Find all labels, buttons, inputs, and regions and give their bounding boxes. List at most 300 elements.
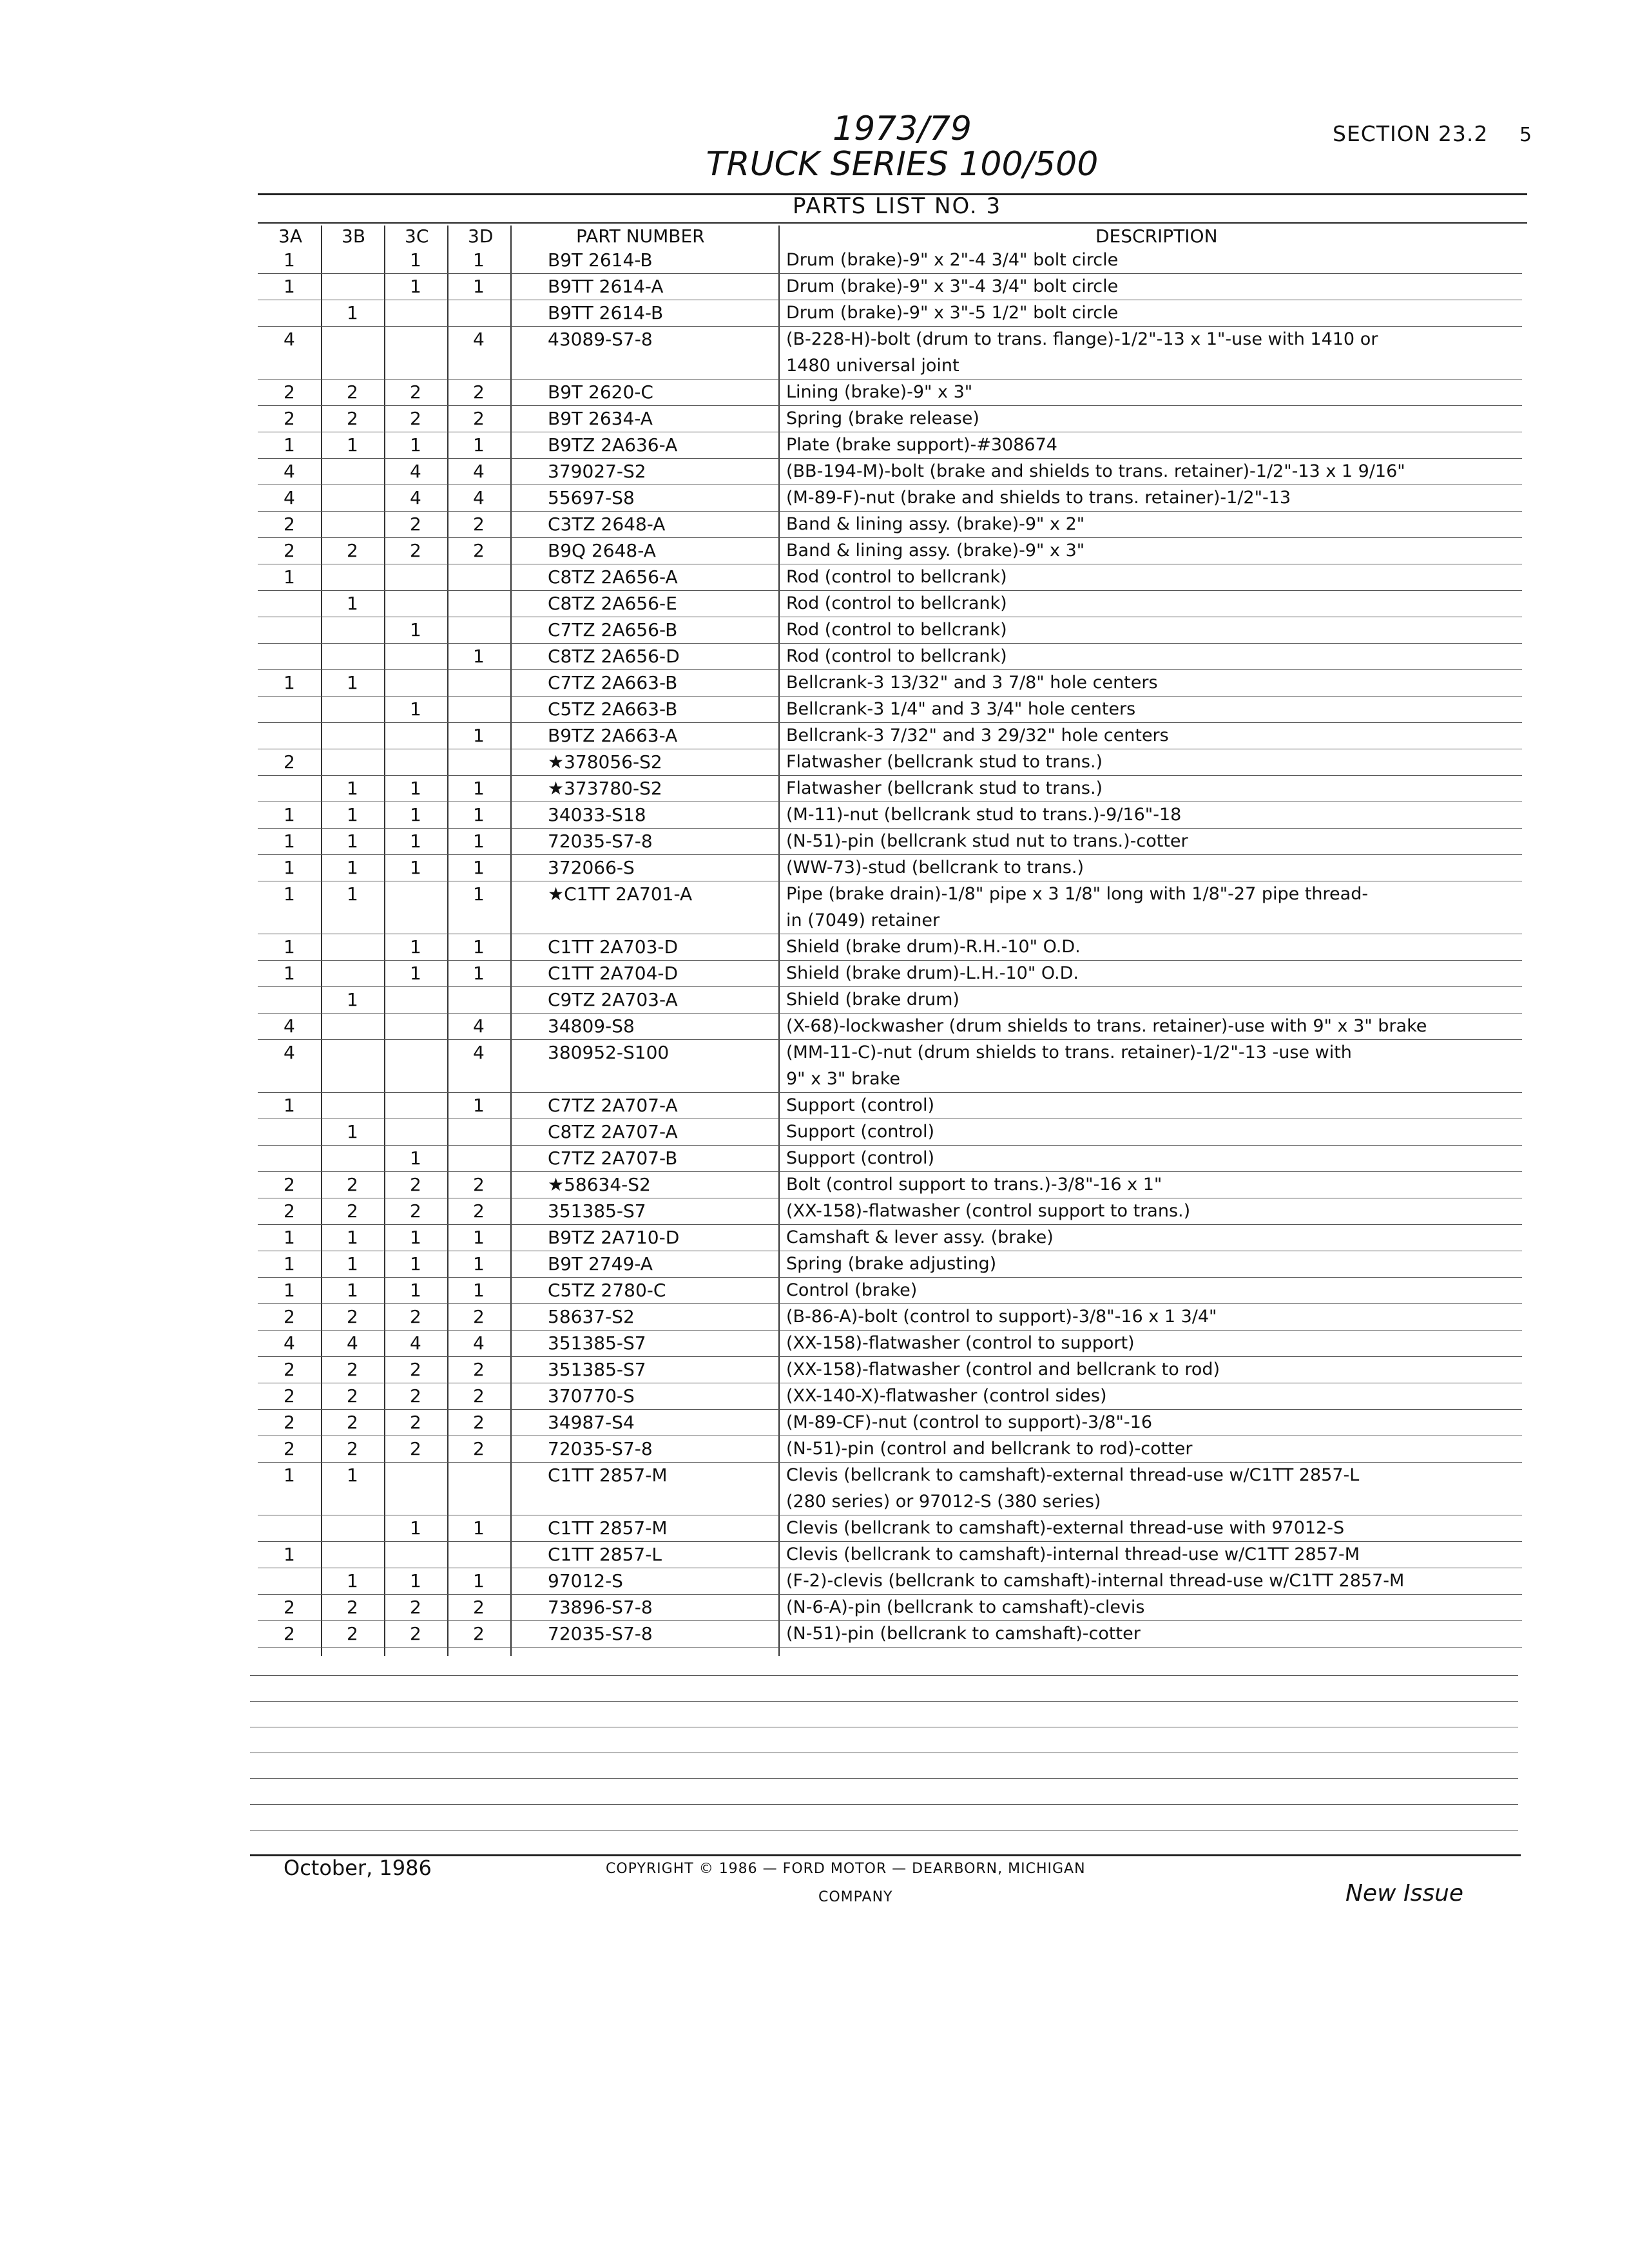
description: Pipe (brake drain)-1/8" pipe x 3 1/8" long with 1/8"-27 pipe thread- <box>786 884 1369 904</box>
qty-3b: 1 <box>347 672 358 693</box>
qty-3d: 2 <box>473 1438 485 1459</box>
footer-company: COMPANY <box>818 1889 893 1905</box>
table-row <box>258 1278 1522 1304</box>
part-number: ★C1TT 2A701-A <box>548 883 693 905</box>
qty-3a: 4 <box>284 1332 295 1354</box>
part-number: 380952-S100 <box>548 1042 670 1063</box>
table-row <box>258 1198 1522 1225</box>
qty-3c: 1 <box>410 1148 421 1169</box>
description: Plate (brake support)-#308674 <box>786 435 1057 455</box>
qty-3a: 2 <box>284 514 295 535</box>
qty-3c: 1 <box>410 831 421 852</box>
qty-3a: 1 <box>284 1227 295 1248</box>
qty-3a: 2 <box>284 1174 295 1195</box>
footer-rule <box>250 1854 1521 1856</box>
qty-3b: 1 <box>347 857 358 878</box>
part-number: B9T 2749-A <box>548 1253 653 1274</box>
description: (N-51)-pin (control and bellcrank to rod)-cotter <box>786 1439 1193 1459</box>
qty-3d: 2 <box>473 381 485 403</box>
col-header-3a: 3A <box>278 226 302 247</box>
part-number: B9Q 2648-A <box>548 540 656 561</box>
description: (XX-140-X)-flatwasher (control sides) <box>786 1386 1107 1406</box>
table-row <box>258 1568 1522 1595</box>
part-number: C7TZ 2A663-B <box>548 672 678 693</box>
table-row <box>258 1436 1522 1463</box>
description-continued: (280 series) or 97012-S (380 series) <box>786 1492 1101 1512</box>
description: Camshaft & lever assy. (brake) <box>786 1227 1054 1247</box>
qty-3c: 1 <box>410 1227 421 1248</box>
qty-3a: 2 <box>284 1412 295 1433</box>
qty-3c: 1 <box>410 804 421 825</box>
part-number: 43089-S7-8 <box>548 329 653 350</box>
qty-3a: 2 <box>284 540 295 561</box>
part-number: B9TT 2614-B <box>548 302 664 323</box>
qty-3c: 2 <box>410 514 421 535</box>
table-row <box>258 776 1522 802</box>
qty-3d: 1 <box>473 276 485 297</box>
table-row <box>258 1040 1522 1093</box>
qty-3d: 2 <box>473 1597 485 1618</box>
qty-3c: 2 <box>410 1438 421 1459</box>
col-header-part-number: PART NUMBER <box>576 226 705 247</box>
part-number: C3TZ 2648-A <box>548 514 666 535</box>
qty-3d: 1 <box>473 804 485 825</box>
qty-3b: 1 <box>347 434 358 456</box>
table-row <box>258 1146 1522 1172</box>
part-number: B9T 2634-A <box>548 408 653 429</box>
description: (M-11)-nut (bellcrank stud to trans.)-9/16"-18 <box>786 805 1182 825</box>
table-row <box>258 591 1522 617</box>
qty-3a: 4 <box>284 461 295 482</box>
part-number: ★378056-S2 <box>548 751 662 773</box>
qty-3a: 4 <box>284 329 295 350</box>
qty-3b: 1 <box>347 1570 358 1591</box>
qty-3b: 2 <box>347 408 358 429</box>
doc-series: TRUCK SERIES 100/500 <box>706 145 1099 184</box>
qty-3a: 1 <box>284 276 295 297</box>
qty-3d: 1 <box>473 1095 485 1116</box>
table-row <box>258 934 1522 961</box>
part-number: C7TZ 2A707-A <box>548 1095 678 1116</box>
qty-3c: 1 <box>410 1280 421 1301</box>
qty-3d: 1 <box>473 646 485 667</box>
description: Spring (brake adjusting) <box>786 1254 997 1274</box>
part-number: C1TT 2857-M <box>548 1517 668 1539</box>
part-number: B9TT 2614-A <box>548 276 664 297</box>
qty-3d: 1 <box>473 249 485 271</box>
description: Drum (brake)-9" x 3"-4 3/4" bolt circle <box>786 276 1119 296</box>
qty-3d: 1 <box>473 963 485 984</box>
qty-3d: 1 <box>473 1227 485 1248</box>
description: (MM-11-C)-nut (drum shields to trans. retainer)-1/2"-13 -use with <box>786 1043 1352 1062</box>
table-row <box>258 247 1522 274</box>
description: (N-51)-pin (bellcrank to camshaft)-cotter <box>786 1624 1141 1644</box>
table-row <box>258 538 1522 564</box>
qty-3a: 4 <box>284 487 295 508</box>
description: Control (brake) <box>786 1280 918 1300</box>
qty-3b: 2 <box>347 1174 358 1195</box>
qty-3c: 2 <box>410 1306 421 1327</box>
table-row <box>258 1225 1522 1251</box>
ruled-line <box>250 1830 1518 1831</box>
qty-3d: 2 <box>473 514 485 535</box>
qty-3b: 4 <box>347 1332 358 1354</box>
description: Shield (brake drum)-L.H.-10" O.D. <box>786 963 1079 983</box>
page-number: 5 <box>1519 124 1532 146</box>
description: (B-86-A)-bolt (control to support)-3/8"-16 x 1 3/4" <box>786 1307 1217 1327</box>
qty-3a: 2 <box>284 1623 295 1644</box>
description: Band & lining assy. (brake)-9" x 2" <box>786 514 1085 534</box>
table-row <box>258 1383 1522 1410</box>
qty-3a: 1 <box>284 1253 295 1274</box>
qty-3b: 1 <box>347 778 358 799</box>
qty-3d: 4 <box>473 1015 485 1037</box>
ruled-line <box>250 1804 1518 1805</box>
table-row <box>258 855 1522 881</box>
table-row <box>258 881 1522 934</box>
description: Band & lining assy. (brake)-9" x 3" <box>786 541 1085 561</box>
description: Clevis (bellcrank to camshaft)-external thread-use with 97012-S <box>786 1518 1345 1538</box>
qty-3a: 2 <box>284 1385 295 1407</box>
description: Lining (brake)-9" x 3" <box>786 382 973 402</box>
part-number: C8TZ 2A707-A <box>548 1121 678 1142</box>
part-number: 58637-S2 <box>548 1306 635 1327</box>
qty-3b: 2 <box>347 540 358 561</box>
qty-3d: 2 <box>473 1623 485 1644</box>
part-number: 73896-S7-8 <box>548 1597 653 1618</box>
description-continued: 1480 universal joint <box>786 356 959 376</box>
qty-3b: 1 <box>347 1465 358 1486</box>
qty-3c: 2 <box>410 1623 421 1644</box>
part-number: C7TZ 2A707-B <box>548 1148 678 1169</box>
qty-3a: 2 <box>284 1200 295 1222</box>
table-row <box>258 1357 1522 1383</box>
qty-3a: 4 <box>284 1015 295 1037</box>
part-number: C5TZ 2780-C <box>548 1280 666 1301</box>
ruled-line <box>250 1778 1518 1779</box>
qty-3a: 1 <box>284 963 295 984</box>
part-number: C1TT 2A704-D <box>548 963 679 984</box>
part-number: B9TZ 2A710-D <box>548 1227 680 1248</box>
table-row <box>258 723 1522 749</box>
qty-3d: 1 <box>473 725 485 746</box>
qty-3c: 1 <box>410 249 421 271</box>
qty-3b: 1 <box>347 1253 358 1274</box>
table-row <box>258 1172 1522 1198</box>
qty-3a: 2 <box>284 1359 295 1380</box>
doc-years: 1973/79 <box>832 110 972 148</box>
qty-3c: 1 <box>410 963 421 984</box>
qty-3b: 2 <box>347 381 358 403</box>
part-number: B9TZ 2A663-A <box>548 725 678 746</box>
description: Drum (brake)-9" x 3"-5 1/2" bolt circle <box>786 303 1119 323</box>
table-row <box>258 1595 1522 1621</box>
description: Bellcrank-3 13/32" and 3 7/8" hole centers <box>786 673 1158 693</box>
qty-3c: 2 <box>410 1359 421 1380</box>
qty-3d: 2 <box>473 540 485 561</box>
qty-3a: 1 <box>284 672 295 693</box>
qty-3b: 1 <box>347 1227 358 1248</box>
part-number: 351385-S7 <box>548 1200 646 1222</box>
part-number: ★58634-S2 <box>548 1174 651 1195</box>
qty-3d: 4 <box>473 461 485 482</box>
table-row <box>258 697 1522 723</box>
qty-3b: 2 <box>347 1412 358 1433</box>
description: (XX-158)-flatwasher (control support to trans.) <box>786 1201 1191 1221</box>
qty-3a: 2 <box>284 1306 295 1327</box>
table-row <box>258 1410 1522 1436</box>
qty-3c: 1 <box>410 434 421 456</box>
row-rule <box>258 1647 1522 1648</box>
qty-3c: 4 <box>410 1332 421 1354</box>
qty-3b: 1 <box>347 1280 358 1301</box>
description: (N-6-A)-pin (bellcrank to camshaft)-clevis <box>786 1597 1145 1617</box>
table-row <box>258 1093 1522 1119</box>
qty-3d: 1 <box>473 1253 485 1274</box>
description: Shield (brake drum) <box>786 990 959 1010</box>
qty-3d: 1 <box>473 936 485 957</box>
table-row <box>258 485 1522 512</box>
table-row <box>258 1014 1522 1040</box>
table-row <box>258 987 1522 1014</box>
header-rule <box>258 222 1527 224</box>
ruled-line <box>250 1701 1518 1702</box>
qty-3a: 1 <box>284 566 295 588</box>
table-row <box>258 1304 1522 1331</box>
description: Clevis (bellcrank to camshaft)-internal thread-use w/C1TT 2857-M <box>786 1544 1360 1564</box>
qty-3b: 1 <box>347 1121 358 1142</box>
qty-3c: 1 <box>410 1517 421 1539</box>
qty-3c: 1 <box>410 778 421 799</box>
table-row <box>258 1542 1522 1568</box>
col-header-3d: 3D <box>468 226 494 247</box>
part-number: ★373780-S2 <box>548 778 662 799</box>
description: (F-2)-clevis (bellcrank to camshaft)-internal thread-use w/C1TT 2857-M <box>786 1571 1405 1591</box>
description: Rod (control to bellcrank) <box>786 646 1007 666</box>
part-number: 97012-S <box>548 1570 623 1591</box>
qty-3c: 1 <box>410 276 421 297</box>
description: Bolt (control support to trans.)-3/8"-16 x 1" <box>786 1175 1162 1195</box>
qty-3c: 2 <box>410 381 421 403</box>
qty-3c: 1 <box>410 936 421 957</box>
qty-3b: 1 <box>347 989 358 1010</box>
qty-3c: 2 <box>410 1412 421 1433</box>
qty-3a: 1 <box>284 1465 295 1486</box>
qty-3a: 2 <box>284 751 295 773</box>
qty-3c: 2 <box>410 1200 421 1222</box>
table-row <box>258 670 1522 697</box>
qty-3a: 1 <box>284 936 295 957</box>
qty-3d: 1 <box>473 1570 485 1591</box>
table-row <box>258 1463 1522 1515</box>
table-row <box>258 829 1522 855</box>
section-number: SECTION 23.2 <box>1333 121 1489 146</box>
footer-copyright: COPYRIGHT © 1986 — FORD MOTOR — DEARBORN, MICHIGAN <box>606 1861 1086 1877</box>
qty-3c: 4 <box>410 461 421 482</box>
table-row <box>258 327 1522 380</box>
qty-3b: 1 <box>347 831 358 852</box>
part-number: C5TZ 2A663-B <box>548 698 678 720</box>
qty-3c: 1 <box>410 1570 421 1591</box>
qty-3b: 1 <box>347 302 358 323</box>
part-number: B9T 2614-B <box>548 249 653 271</box>
part-number: C1TT 2857-L <box>548 1544 662 1565</box>
qty-3b: 2 <box>347 1438 358 1459</box>
part-number: 351385-S7 <box>548 1359 646 1380</box>
description: (WW-73)-stud (bellcrank to trans.) <box>786 858 1084 878</box>
table-row <box>258 1621 1522 1648</box>
part-number: 55697-S8 <box>548 487 635 508</box>
description: Flatwasher (bellcrank stud to trans.) <box>786 752 1103 772</box>
qty-3a: 1 <box>284 434 295 456</box>
description: Support (control) <box>786 1148 934 1168</box>
table-row <box>258 459 1522 485</box>
description: Flatwasher (bellcrank stud to trans.) <box>786 778 1103 798</box>
qty-3a: 1 <box>284 831 295 852</box>
qty-3d: 2 <box>473 1174 485 1195</box>
qty-3d: 1 <box>473 857 485 878</box>
qty-3c: 2 <box>410 408 421 429</box>
qty-3b: 1 <box>347 883 358 905</box>
description: Support (control) <box>786 1095 934 1115</box>
qty-3a: 1 <box>284 804 295 825</box>
part-number: 370770-S <box>548 1385 635 1407</box>
part-number: 34987-S4 <box>548 1412 635 1433</box>
qty-3d: 4 <box>473 487 485 508</box>
table-row <box>258 380 1522 406</box>
footer-date: October, 1986 <box>284 1856 432 1880</box>
qty-3d: 2 <box>473 1200 485 1222</box>
parts-list-title: PARTS LIST NO. 3 <box>793 193 1002 219</box>
description: (M-89-F)-nut (brake and shields to trans. retainer)-1/2"-13 <box>786 488 1291 508</box>
description: (XX-158)-flatwasher (control to support) <box>786 1333 1135 1353</box>
part-number: C1TT 2A703-D <box>548 936 679 957</box>
part-number: 72035-S7-8 <box>548 1438 653 1459</box>
qty-3a: 2 <box>284 1438 295 1459</box>
qty-3b: 2 <box>347 1597 358 1618</box>
qty-3b: 2 <box>347 1359 358 1380</box>
description: Clevis (bellcrank to camshaft)-external thread-use w/C1TT 2857-L <box>786 1465 1360 1485</box>
qty-3a: 1 <box>284 1280 295 1301</box>
qty-3d: 2 <box>473 1412 485 1433</box>
part-number: C8TZ 2A656-E <box>548 593 677 614</box>
description: Drum (brake)-9" x 2"-4 3/4" bolt circle <box>786 250 1119 270</box>
table-row <box>258 1331 1522 1357</box>
col-header-3c: 3C <box>405 226 429 247</box>
table-row <box>258 406 1522 432</box>
qty-3c: 1 <box>410 698 421 720</box>
qty-3b: 2 <box>347 1200 358 1222</box>
qty-3b: 2 <box>347 1623 358 1644</box>
table-row <box>258 1119 1522 1146</box>
part-number: B9T 2620-C <box>548 381 653 403</box>
table-row <box>258 274 1522 300</box>
qty-3b: 1 <box>347 593 358 614</box>
qty-3d: 4 <box>473 1042 485 1063</box>
description: Bellcrank-3 7/32" and 3 29/32" hole centers <box>786 726 1169 745</box>
description: (X-68)-lockwasher (drum shields to trans. retainer)-use with 9" x 3" brake <box>786 1016 1427 1036</box>
qty-3d: 1 <box>473 778 485 799</box>
description: Rod (control to bellcrank) <box>786 567 1007 587</box>
part-number: 34809-S8 <box>548 1015 635 1037</box>
description: Shield (brake drum)-R.H.-10" O.D. <box>786 937 1081 957</box>
part-number: C8TZ 2A656-A <box>548 566 678 588</box>
qty-3d: 2 <box>473 1306 485 1327</box>
description: Support (control) <box>786 1122 934 1142</box>
qty-3b: 1 <box>347 804 358 825</box>
description: (BB-194-M)-bolt (brake and shields to trans. retainer)-1/2"-13 x 1 9/16" <box>786 461 1405 481</box>
part-number: 379027-S2 <box>548 461 646 482</box>
description: Bellcrank-3 1/4" and 3 3/4" hole centers <box>786 699 1136 719</box>
part-number: 372066-S <box>548 857 635 878</box>
part-number: 34033-S18 <box>548 804 646 825</box>
description: Rod (control to bellcrank) <box>786 593 1007 613</box>
table-row <box>258 961 1522 987</box>
table-row <box>258 617 1522 644</box>
description: Rod (control to bellcrank) <box>786 620 1007 640</box>
qty-3c: 2 <box>410 1174 421 1195</box>
qty-3d: 1 <box>473 1280 485 1301</box>
qty-3d: 1 <box>473 831 485 852</box>
qty-3d: 1 <box>473 434 485 456</box>
qty-3a: 1 <box>284 249 295 271</box>
qty-3d: 4 <box>473 1332 485 1354</box>
qty-3a: 1 <box>284 1544 295 1565</box>
qty-3c: 2 <box>410 1385 421 1407</box>
qty-3d: 1 <box>473 1517 485 1539</box>
part-number: 351385-S7 <box>548 1332 646 1354</box>
qty-3c: 2 <box>410 1597 421 1618</box>
col-header-description: DESCRIPTION <box>1095 226 1218 247</box>
qty-3c: 1 <box>410 619 421 640</box>
qty-3c: 2 <box>410 540 421 561</box>
description: Spring (brake release) <box>786 408 979 428</box>
qty-3a: 2 <box>284 1597 295 1618</box>
table-row <box>258 644 1522 670</box>
qty-3a: 4 <box>284 1042 295 1063</box>
part-number: C1TT 2857-M <box>548 1465 668 1486</box>
table-row <box>258 512 1522 538</box>
part-number: C9TZ 2A703-A <box>548 989 678 1010</box>
table-row <box>258 749 1522 776</box>
ruled-line <box>250 1675 1518 1676</box>
qty-3b: 2 <box>347 1306 358 1327</box>
qty-3a: 2 <box>284 381 295 403</box>
description: (M-89-CF)-nut (control to support)-3/8"-16 <box>786 1412 1153 1432</box>
qty-3c: 4 <box>410 487 421 508</box>
description-continued: in (7049) retainer <box>786 910 940 930</box>
col-header-3b: 3B <box>342 226 366 247</box>
qty-3d: 2 <box>473 1385 485 1407</box>
description-continued: 9" x 3" brake <box>786 1069 900 1089</box>
qty-3d: 4 <box>473 329 485 350</box>
qty-3c: 1 <box>410 1253 421 1274</box>
qty-3a: 1 <box>284 857 295 878</box>
table-row <box>258 432 1522 459</box>
table-row <box>258 300 1522 327</box>
part-number: C8TZ 2A656-D <box>548 646 680 667</box>
qty-3a: 1 <box>284 1095 295 1116</box>
description: (B-228-H)-bolt (drum to trans. flange)-1/2"-13 x 1"-use with 1410 or <box>786 329 1378 349</box>
qty-3d: 1 <box>473 883 485 905</box>
part-number: B9TZ 2A636-A <box>548 434 678 456</box>
qty-3a: 1 <box>284 883 295 905</box>
description: (XX-158)-flatwasher (control and bellcrank to rod) <box>786 1360 1220 1379</box>
footer-issue: New Issue <box>1345 1880 1464 1907</box>
part-number: 72035-S7-8 <box>548 1623 653 1644</box>
part-number: 72035-S7-8 <box>548 831 653 852</box>
table-row <box>258 1251 1522 1278</box>
